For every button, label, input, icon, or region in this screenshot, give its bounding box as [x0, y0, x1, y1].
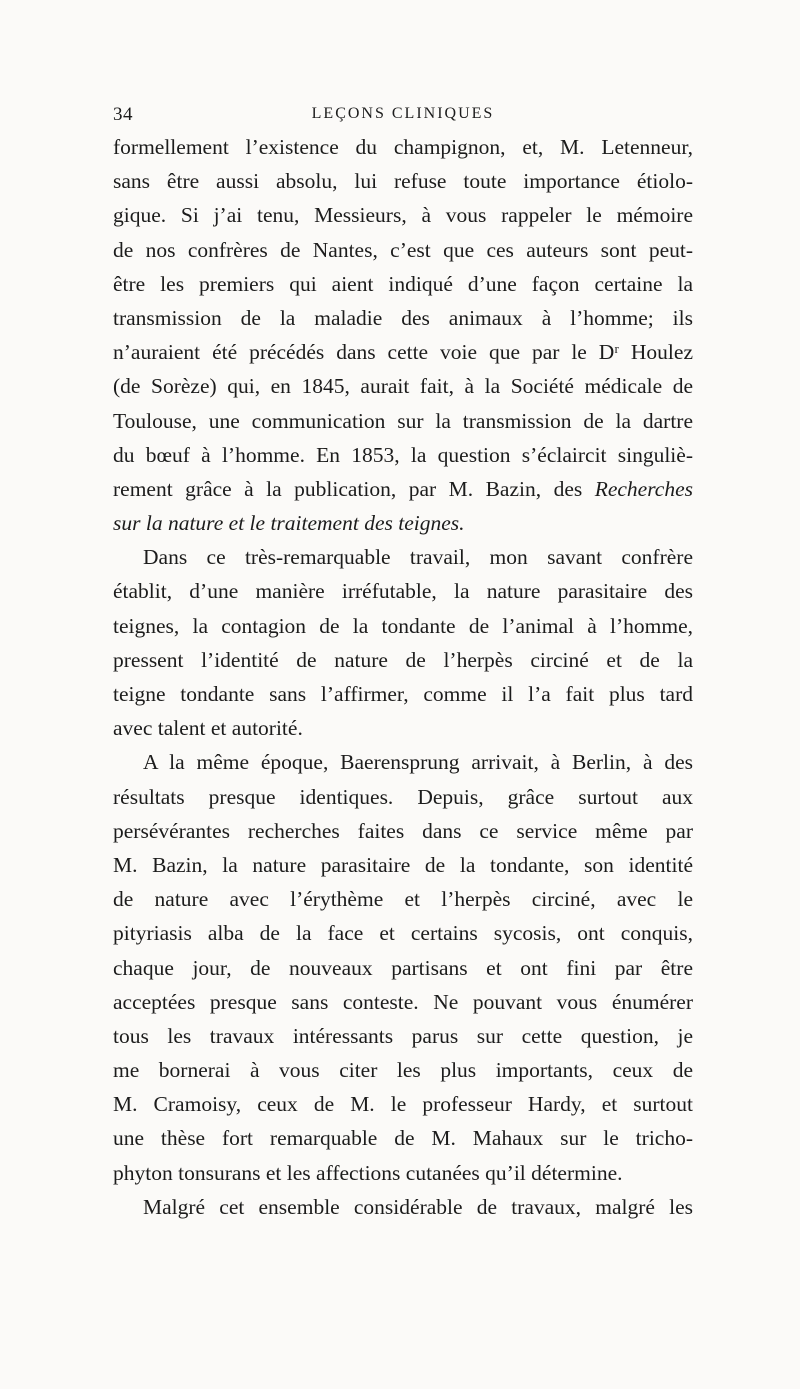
text-line-with-title: [113, 472, 693, 506]
text-line: transmission de la maladie des animaux à l’homme; ils: [113, 305, 693, 330]
text-line: formellement l’existence du champignon, et, M. Letenneur,: [113, 135, 693, 159]
page-number: 34: [113, 104, 133, 125]
text-line: tous les travaux intéressants parus sur cette question, je: [113, 1023, 693, 1048]
text-line: n’auraient été précédés dans cette voie que par le Dʳ Houlez: [113, 340, 693, 365]
text-line: être les premiers qui aient indiqué d’une façon certaine la: [113, 271, 693, 296]
text-line: teignes, la contagion de la tondante de l’animal à l’homme,: [113, 613, 693, 638]
page-header: [113, 104, 693, 126]
book-title-start: Recherches: [594, 476, 693, 501]
text-line: A la même époque, Baerensprung arrivait, à Berlin, à des: [143, 750, 693, 775]
text-line: phyton tonsurans et les affections cutanées qu’il détermine.: [113, 1160, 623, 1185]
book-title-end: sur la nature et le traitement des teignes.: [113, 511, 465, 536]
text-line: établit, d’une manière irréfutable, la nature parasitaire des: [113, 579, 693, 604]
body-text: [113, 130, 693, 1224]
text-line: M. Cramoisy, ceux de M. le professeur Hardy, et surtout: [113, 1092, 693, 1117]
text-line: persévérantes recherches faites dans ce service même par: [113, 818, 693, 843]
text-line: M. Bazin, la nature parasitaire de la tondante, son identité: [113, 852, 693, 877]
running-head: LEÇONS CLINIQUES: [311, 105, 495, 122]
text-line: avec talent et autorité.: [113, 716, 303, 741]
text-line: Toulouse, une communication sur la transmission de la dartre: [113, 408, 693, 433]
text-line: acceptées presque sans conteste. Ne pouvant vous énumérer: [113, 989, 693, 1014]
text-line: pityriasis alba de la face et certains sycosis, ont conquis,: [113, 921, 693, 946]
text-line: résultats presque identiques. Depuis, grâce surtout aux: [113, 784, 693, 809]
text-line: teigne tondante sans l’affirmer, comme il l’a fait plus tard: [113, 682, 693, 706]
text-line: gique. Si j’ai tenu, Messieurs, à vous rappeler le mémoire: [113, 203, 693, 228]
text-line: (de Sorèze) qui, en 1845, aurait fait, à la Société médicale de: [113, 374, 693, 399]
text-line: me bornerai à vous citer les plus importants, ceux de: [113, 1058, 693, 1083]
text-line-segment: rement grâce à la publication, par M. Bazin, des: [113, 476, 583, 501]
text-line: pressent l’identité de nature de l’herpès circiné et de la: [113, 647, 693, 672]
text-line: du bœuf à l’homme. En 1853, la question s’éclaircit singuliè-: [113, 442, 693, 467]
text-line: de nature avec l’érythème et l’herpès circiné, avec le: [113, 887, 693, 912]
text-line: Dans ce très-remarquable travail, mon savant confrère: [143, 545, 693, 570]
text-line: une thèse fort remarquable de M. Mahaux sur le tricho-: [113, 1126, 693, 1151]
text-line: sans être aussi absolu, lui refuse toute importance étiolo-: [113, 169, 693, 194]
text-line: de nos confrères de Nantes, c’est que ces auteurs sont peut-: [113, 237, 693, 262]
text-line: chaque jour, de nouveaux partisans et ont fini par être: [113, 955, 693, 980]
text-line: Malgré cet ensemble considérable de travaux, malgré les: [143, 1194, 693, 1219]
